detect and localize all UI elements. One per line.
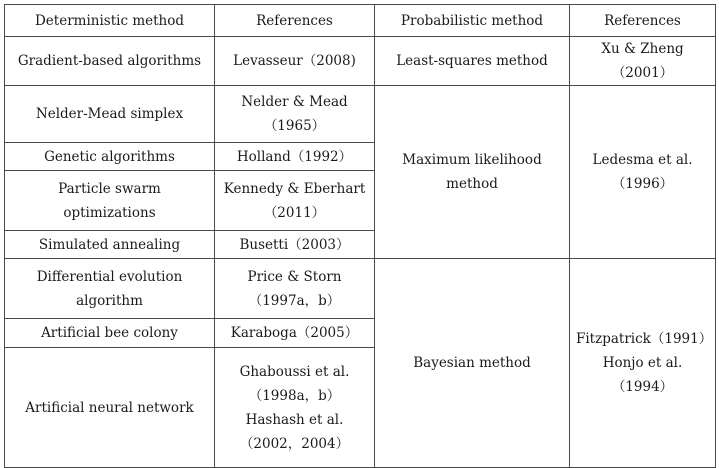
deterministic-method-cell: Nelder-Mead simplex (5, 86, 215, 143)
reference-cell (215, 259, 375, 319)
deterministic-method-cell: Genetic algorithms (5, 143, 215, 171)
reference-line: （1998a，b） (248, 387, 341, 404)
reference-line: Levasseur（2008) (233, 53, 356, 69)
reference-cell (570, 86, 716, 259)
reference-line: Fitzpatrick（1991） (576, 331, 713, 347)
reference-line: Busetti（2003） (239, 236, 350, 253)
reference-line: （1997a，b） (248, 292, 341, 309)
reference-cell (215, 143, 375, 171)
reference-line: Nelder & Mead (241, 94, 348, 110)
header-deterministic-method: Deterministic method (5, 5, 215, 37)
header-references: References (215, 5, 375, 37)
reference-cell (215, 348, 375, 468)
deterministic-method-cell: Artificial neural network (5, 348, 215, 468)
reference-line: Honjo et al.（1994） (602, 355, 683, 395)
header-probabilistic-method: Probabilistic method (375, 5, 570, 37)
reference-line: Hashash et al. (245, 411, 344, 428)
table-row (5, 37, 716, 86)
reference-cell (215, 319, 375, 348)
table-row (5, 86, 716, 143)
reference-line: Kennedy & Eberhart (223, 180, 366, 197)
methods-table (4, 4, 716, 468)
reference-cell (570, 37, 716, 86)
header-references: References (570, 5, 716, 37)
reference-line: （2002，2004） (239, 435, 350, 452)
table-header-row (5, 5, 716, 37)
reference-line: Xu & Zheng（2001） (601, 41, 684, 81)
reference-line: Ghaboussi et al. (239, 363, 350, 380)
probabilistic-method-cell: Maximum likelihood method (375, 86, 570, 259)
reference-cell (215, 231, 375, 259)
table-row (5, 259, 716, 319)
reference-line: （2011） (263, 204, 326, 221)
deterministic-method-cell: Artificial bee colony (5, 319, 215, 348)
reference-line: Holland（1992） (236, 148, 353, 165)
deterministic-method-cell: Simulated annealing (5, 231, 215, 259)
probabilistic-method-cell: Least-squares method (375, 37, 570, 86)
reference-cell (215, 37, 375, 86)
deterministic-method-cell: Particle swarm optimizations (5, 171, 215, 231)
deterministic-method-cell: Differential evolution algorithm (5, 259, 215, 319)
reference-line: （1965） (263, 118, 326, 134)
reference-line: （1996） (611, 176, 674, 192)
reference-line: Karaboga（2005） (230, 325, 359, 341)
deterministic-method-cell: Gradient-based algorithms (5, 37, 215, 86)
reference-cell (570, 259, 716, 468)
probabilistic-method-cell: Bayesian method (375, 259, 570, 468)
reference-line: Ledesma et al. (592, 152, 693, 168)
reference-cell (215, 171, 375, 231)
reference-cell (215, 86, 375, 143)
reference-line: Price & Storn (247, 268, 342, 285)
